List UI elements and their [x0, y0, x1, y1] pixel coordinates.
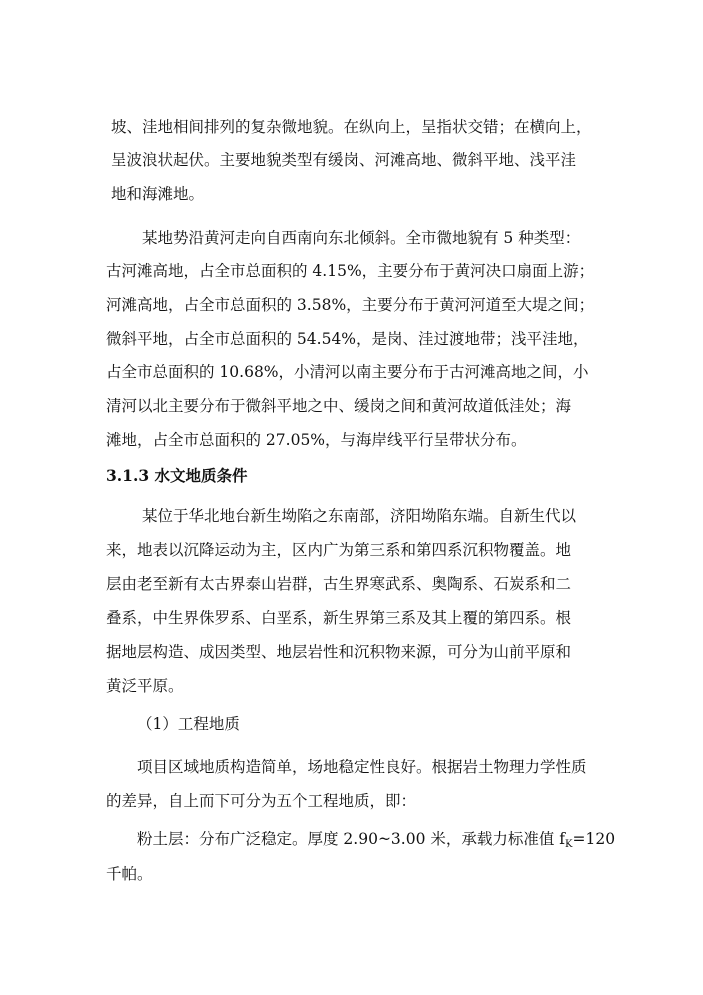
text-line: 坡、洼地相间排列的复杂微地貌。在纵向上，呈指状交错；在横向上， [111, 118, 592, 136]
text-line: 古河滩高地，占全市总面积的 4.15%，主要分布于黄河决口扇面上游； [106, 262, 595, 280]
subheading: （1）工程地质 [137, 715, 240, 733]
text-line: 据地层构造、成因类型、地层岩性和沉积物来源，可分为山前平原和 [106, 643, 572, 661]
text-line: 地和海滩地。 [111, 185, 205, 203]
text-line: 某位于华北地台新生坳陷之东南部，济阳坳陷东端。自新生代以 [142, 507, 577, 525]
text-line: 来，地表以沉降运动为主，区内广为第三系和第四系沉积物覆盖。地 [106, 541, 572, 559]
text-line: 河滩高地，占全市总面积的 3.58%，主要分布于黄河河道至大堤之间； [106, 296, 595, 314]
text-line: 的差异，自上而下可分为五个工程地质，即： [106, 792, 417, 810]
text-line: 层由老至新有太古界泰山岩群，古生界寒武系、奥陶系、石炭系和二 [106, 575, 572, 593]
text-line: 呈波浪状起伏。主要地貌类型有缓岗、河滩高地、微斜平地、浅平洼 [111, 151, 577, 169]
text-line [0, 829, 703, 855]
text-line: 清河以北主要分布于微斜平地之中、缓岗之间和黄河故道低洼处；海 [106, 397, 572, 415]
text-line: 某地势沿黄河走向自西南向东北倾斜。全市微地貌有 5 种类型： [142, 229, 581, 247]
text-fragment: 粉土层：分布广泛稳定。厚度 2.90~3.00 米，承载力标准值 f [137, 830, 566, 848]
text-line: 占全市总面积的 10.68%，小清河以南主要分布于古河滩高地之间，小 [106, 363, 589, 381]
text-line: 微斜平地，占全市总面积的 54.54%，是岗、洼过渡地带；浅平洼地， [106, 330, 589, 348]
text-fragment: =120 [572, 830, 616, 848]
text-line: 叠系，中生界侏罗系、白垩系，新生界第三系及其上覆的第四系。根 [106, 609, 572, 627]
subscript-k: K [565, 839, 573, 850]
text-line: 滩地，占全市总面积的 27.05%，与海岸线平行呈带状分布。 [106, 431, 527, 449]
text-line: 千帕。 [106, 865, 153, 883]
section-heading: 3.1.3 水文地质条件 [106, 466, 248, 485]
text-line: 项目区域地质构造简单，场地稳定性良好。根据岩土物理力学性质 [137, 758, 587, 776]
text-line: 黄泛平原。 [106, 677, 184, 695]
